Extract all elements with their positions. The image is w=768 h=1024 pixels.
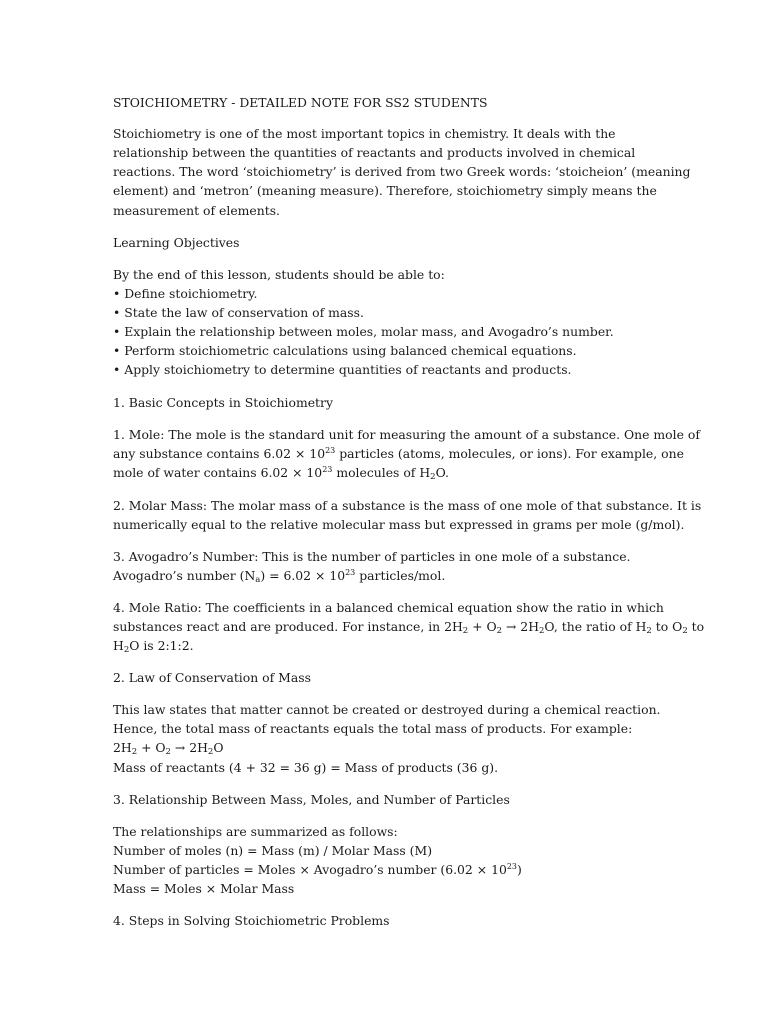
conservation-line: Hence, the total mass of reactants equals the total mass of products. For example: [113,721,633,736]
mole-line: 1. Mole: The mole is the standard unit for measuring the amount of a substance. One mole of [113,427,700,442]
list-item: • State the law of conservation of mass. [113,305,364,320]
list-item: • Apply stoichiometry to determine quantities of reactants and products. [113,362,572,377]
conservation-line: Mass of reactants (4 + 32 = 36 g) = Mass of products (36 g). [113,760,499,775]
mole-ratio-line: 4. Mole Ratio: The coefficients in a balanced chemical equation show the ratio in which [113,600,664,615]
objectives-heading: Learning Objectives [113,235,240,250]
section-heading-conservation: 2. Law of Conservation of Mass [113,670,311,685]
intro-line: element) and ‘metron’ (meaning measure). Therefore, stoichiometry simply means the [113,183,657,198]
list-item: • Explain the relationship between moles, molar mass, and Avogadro’s number. [113,324,614,339]
mole-ratio-line: substances react and are produced. For instance, in $2H_2 + O_2 \to 2H_2O$, the ratio of $H_2$ to $O_2$ to [113,619,705,636]
formula-mass: Mass = Moles × Molar Mass [113,881,295,896]
mole-line: mole of water contains $6.02 \times 10^{23}$ molecules of $H_2O$. [113,465,449,482]
molar-mass-line: numerically equal to the relative molecular mass but expressed in grams per mole (g/mol). [113,517,685,532]
mole-ratio-line: $H_2O$ is 2:1:2. [113,638,194,655]
section-heading-steps: 4. Steps in Solving Stoichiometric Problems [113,913,390,928]
list-item: • Define stoichiometry. [113,286,258,301]
section-heading-basic-concepts: 1. Basic Concepts in Stoichiometry [113,395,333,410]
objectives-lead: By the end of this lesson, students should be able to: [113,267,445,282]
relationships-lead: The relationships are summarized as follows: [113,824,398,839]
chemical-equation: $2H_2 + O_2 \to 2H_2O$ [113,740,224,757]
intro-line: measurement of elements. [113,203,280,218]
section-heading-relationships: 3. Relationship Between Mass, Moles, and Number of Particles [113,792,510,807]
mole-line: any substance contains $6.02 \times 10^{23}$ particles (atoms, molecules, or ions). For example, one [113,446,684,461]
document-title: STOICHIOMETRY - DETAILED NOTE FOR SS2 STUDENTS [113,95,488,110]
intro-line: reactions. The word ‘stoichiometry’ is derived from two Greek words: ‘stoicheion’ (meaning [113,164,691,179]
formula-particles: Number of particles = Moles × Avogadro’s number $(6.02 \times 10^{23})$ [113,862,522,877]
avogadro-line: 3. Avogadro’s Number: This is the number of particles in one mole of a substance. [113,549,631,564]
list-item: • Perform stoichiometric calculations using balanced chemical equations. [113,343,577,358]
conservation-line: This law states that matter cannot be created or destroyed during a chemical reaction. [113,702,661,717]
formula-moles: Number of moles (n) = Mass (m) / Molar Mass (M) [113,843,433,858]
avogadro-line: Avogadro’s number $(N_a) = 6.02 \times 10^{23}$ particles/mol. [113,568,446,585]
intro-line: relationship between the quantities of reactants and products involved in chemical [113,145,636,160]
intro-line: Stoichiometry is one of the most important topics in chemistry. It deals with the [113,126,616,141]
molar-mass-line: 2. Molar Mass: The molar mass of a substance is the mass of one mole of that substance. It is [113,498,702,513]
